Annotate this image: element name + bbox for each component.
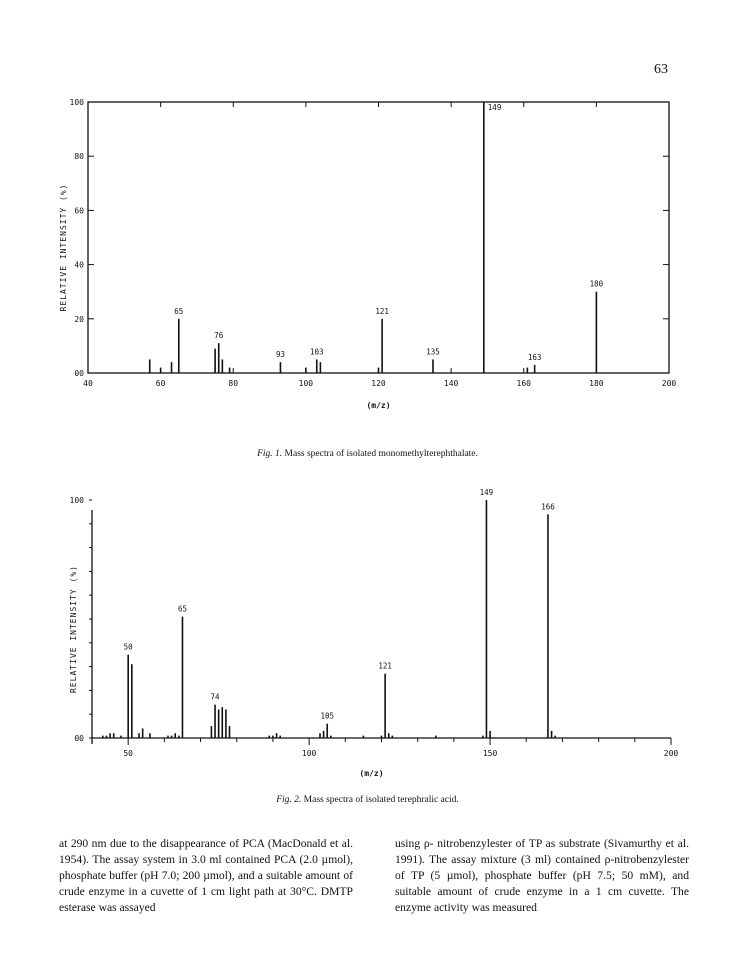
x-tick-label: 160 [516, 379, 531, 388]
right-column-paragraph: using ρ- nitrobenzylester of TP as substrate (Sivamurthy et al. 1991). The assay mixture (3 ml) contained ρ-nitrobenzylester of TP (5 µmol), phosphate buffer (pH 7.5; 50 mM), and suitable amount of crude enzyme in a 1 cm cuvette. The enzyme activity was measured [395, 837, 689, 914]
x-tick-label: 200 [663, 749, 679, 758]
y-tick-label: 00 [74, 734, 84, 743]
peak-label: 50 [123, 642, 133, 652]
peak-label: 65 [174, 306, 184, 316]
figure-2-caption-text: Mass spectra of isolated terephralic acid. [303, 795, 459, 805]
x-tick-label: 150 [482, 749, 498, 758]
figure-2-caption-prefix: Fig. 2. [276, 795, 302, 805]
peak-label: 149 [487, 103, 502, 112]
y-tick-label: 80 [74, 152, 84, 162]
left-column [59, 836, 353, 916]
y-tick-label: 20 [74, 314, 84, 324]
peak-label: 93 [275, 350, 285, 360]
x-axis-label: (m/z) [366, 401, 391, 410]
y-tick-label: 100 [69, 496, 84, 505]
y-axis-label: RELATIVE INTENSITY (%) [59, 183, 68, 312]
peak-label: 74 [210, 692, 220, 702]
figure-1-caption-text: Mass spectra of isolated monomethylterephthalate. [284, 449, 478, 459]
peak-label: 105 [320, 711, 334, 721]
x-tick-label: 60 [155, 379, 166, 388]
right-column [395, 836, 689, 916]
peak-label: 149 [479, 488, 494, 497]
peak-label: 121 [378, 661, 392, 671]
y-tick-label: 40 [74, 260, 84, 270]
x-tick-label: 200 [661, 379, 677, 388]
x-tick-label: 40 [83, 379, 93, 388]
figure-2-caption [0, 795, 735, 805]
body-text [59, 836, 689, 916]
x-tick-label: 120 [371, 379, 386, 388]
peak-label: 166 [541, 502, 555, 512]
peak-label: 163 [527, 352, 542, 362]
y-tick-label: 60 [74, 206, 84, 216]
figure-2-mass-spectrum [0, 480, 735, 785]
peak-label: 180 [589, 279, 604, 289]
peak-label: 65 [177, 604, 187, 614]
x-tick-label: 140 [443, 379, 459, 388]
figure-1-caption [0, 449, 735, 459]
x-tick-label: 50 [123, 749, 134, 758]
y-tick-label: 100 [69, 98, 84, 107]
page-number: 63 [654, 62, 668, 77]
peak-label: 135 [426, 347, 440, 357]
left-column-paragraph: at 290 nm due to the disappearance of PCA (MacDonald et al. 1954). The assay system in 3.0 ml contained PCA (2.0 µmol), phosphate buffer (pH 7.0; 200 µmol), and a suitable amount of crude enzyme in a cuvette of 1 cm light path at 30°C. DMTP esterase was assayed [59, 837, 353, 914]
figure-1-caption-prefix: Fig. 1. [257, 449, 283, 459]
peak-label: 103 [309, 347, 324, 357]
x-axis-label: (m/z) [359, 769, 384, 778]
x-tick-label: 80 [228, 379, 239, 388]
peak-label: 121 [375, 306, 389, 316]
plot-frame [88, 102, 669, 373]
x-tick-label: 100 [298, 379, 314, 388]
x-tick-label: 100 [301, 749, 317, 758]
peak-label: 76 [214, 331, 224, 341]
y-axis-label: RELATIVE INTENSITY (%) [69, 565, 78, 693]
y-tick-label: 00 [74, 369, 84, 378]
x-tick-label: 180 [589, 379, 604, 388]
figure-1-mass-spectrum [0, 90, 735, 430]
